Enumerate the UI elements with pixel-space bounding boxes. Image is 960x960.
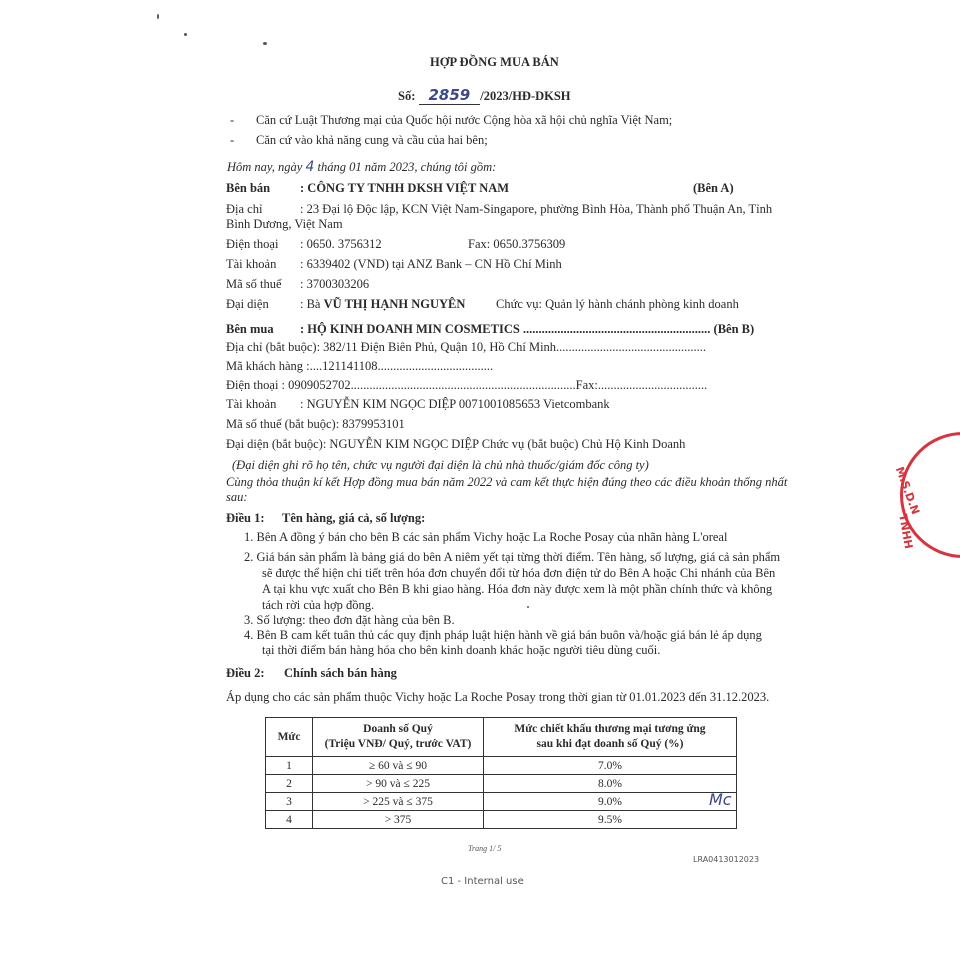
cell-level: 1 xyxy=(266,757,313,775)
seller-address-cont: Bình Dương, Việt Nam xyxy=(226,217,343,231)
table-row xyxy=(266,793,737,811)
cell-level: 2 xyxy=(266,775,313,793)
stamp-text: M.S.D.N xyxy=(892,465,923,517)
col-level-header: Mức xyxy=(266,718,313,757)
article1-title: Tên hàng, giá cả, số lượng: xyxy=(282,511,426,525)
seller-party-tag: (Bên A) xyxy=(693,181,734,195)
article2-label: Điều 2: xyxy=(226,666,265,680)
seller-account: : 6339402 (VND) tại ANZ Bank – CN Hồ Chí Minh xyxy=(300,257,562,271)
article1-item-cont: tách rời của hợp đồng. xyxy=(262,598,375,612)
preamble-line: Căn cứ Luật Thương mại của Quốc hội nước Cộng hòa xã hội chủ nghĩa Việt Nam; xyxy=(256,113,673,127)
page-number: Trang 1/ 5 xyxy=(468,844,502,853)
contract-number xyxy=(398,86,571,105)
scan-speck xyxy=(527,606,529,608)
cell-level: 4 xyxy=(266,811,313,829)
cell-sales: > 90 và ≤ 225 xyxy=(313,775,484,793)
article2-scope: Áp dụng cho các sản phẩm thuộc Vichy hoặc La Roche Posay trong thời gian từ 01.01.2023 đến 31.12.2023. xyxy=(226,690,770,704)
seller-account-label: Tài khoản xyxy=(226,257,277,271)
article1-item: 1. Bên A đồng ý bán cho bên B các sản phẩm Vichy hoặc La Roche Posay của nhãn hàng L'oreal xyxy=(244,530,728,544)
cell-sales: > 375 xyxy=(313,811,484,829)
classification-label: C1 - Internal use xyxy=(441,876,524,887)
contract-number-label: Số: xyxy=(398,89,416,103)
buyer-account-label: Tài khoản xyxy=(226,397,277,411)
col-sales-header-line: Doanh số Quý xyxy=(363,723,433,735)
cell-rate: 9.5% xyxy=(484,811,737,829)
seller-name: : CÔNG TY TNHH DKSH VIỆT NAM xyxy=(300,181,510,195)
col-sales-header xyxy=(313,718,484,757)
buyer-name: : HỘ KINH DOANH MIN COSMETICS ............................................................ (Bên B) xyxy=(300,322,755,336)
col-discount-header-line: Mức chiết khấu thương mại tương ứng xyxy=(514,723,706,735)
article1-item-cont: tại thời điểm bán hàng hóa cho bên kinh doanh khác hoặc người tiêu dùng cuối. xyxy=(262,643,661,657)
contract-date xyxy=(227,159,496,175)
buyer-phone: Điện thoại : 0909052702........................................................................Fax:................................... xyxy=(226,378,708,392)
article1-label: Điều 1: xyxy=(226,511,265,525)
agreement-text: Cùng thỏa thuận kí kết Hợp đồng mua bán năm 2022 và cam kết thực hiện đúng theo các điều khoản thống nhất xyxy=(226,475,788,489)
buyer-tax: Mã số thuế (bắt buộc): 8379953101 xyxy=(226,417,405,431)
seller-fax: Fax: 0650.3756309 xyxy=(468,237,566,251)
table-row xyxy=(266,811,737,829)
cell-sales: ≥ 60 và ≤ 90 xyxy=(313,757,484,775)
seller-label: Bên bán xyxy=(226,181,271,195)
preamble-bullet: - xyxy=(230,113,235,127)
seller-phone-label: Điện thoại xyxy=(226,237,279,251)
article2-title: Chính sách bán hàng xyxy=(284,666,397,680)
contract-number-handwritten: 2859 xyxy=(419,86,481,105)
cell-sales: > 225 và ≤ 375 xyxy=(313,793,484,811)
seller-address: : 23 Đại lộ Độc lập, KCN Việt Nam-Singapore, phường Bình Hòa, Thành phố Thuận An, Tỉnh xyxy=(300,202,773,216)
handwritten-initials: Mc xyxy=(709,790,732,809)
col-sales-header-line: (Triệu VNĐ/ Quý, trước VAT) xyxy=(324,738,472,750)
company-stamp xyxy=(892,432,960,558)
seller-position: Chức vụ: Quản lý hành chánh phòng kinh doanh xyxy=(496,297,739,311)
agreement-text-cont: sau: xyxy=(226,490,248,504)
seller-tax: : 3700303206 xyxy=(300,277,370,291)
col-discount-header-line: sau khi đạt doanh số Quý (%) xyxy=(536,738,684,750)
seller-address-label: Địa chỉ xyxy=(226,202,263,216)
seller-rep-name: VŨ THỊ HẠNH NGUYÊN xyxy=(323,297,466,311)
buyer-rep: Đại diện (bắt buộc): NGUYỄN KIM NGỌC DIỆP Chức vụ (bắt buộc) Chủ Hộ Kinh Doanh xyxy=(226,437,686,451)
table-header-row xyxy=(266,718,737,757)
table-row xyxy=(266,757,737,775)
seller-rep xyxy=(300,297,465,312)
preamble-line: Căn cứ vào khả năng cung và cầu của hai bên; xyxy=(256,133,488,147)
article1-item-cont: A tại khu vực xuất cho Bên B khi giao hàng. Hóa đơn này được xem là một phần chính thức và không xyxy=(262,582,773,596)
discount-table xyxy=(265,717,737,829)
stamp-text: TNHH xyxy=(896,513,916,550)
buyer-label: Bên mua xyxy=(226,322,274,336)
seller-tax-label: Mã số thuế xyxy=(226,277,282,291)
preamble-bullet: - xyxy=(230,133,235,147)
date-prefix: Hôm nay, ngày xyxy=(227,160,303,174)
article1-item: 3. Số lượng: theo đơn đặt hàng của bên B. xyxy=(244,613,455,627)
cell-level: 3 xyxy=(266,793,313,811)
seller-rep-label: Đại diện xyxy=(226,297,269,311)
buyer-account: : NGUYỄN KIM NGỌC DIỆP 0071001085653 Vietcombank xyxy=(300,397,610,411)
seller-phone: : 0650. 3756312 xyxy=(300,237,382,251)
col-discount-header xyxy=(484,718,737,757)
date-rest: tháng 01 năm 2023, chúng tôi gồm: xyxy=(317,160,497,174)
article1-item-cont: sẽ được thể hiện chi tiết trên hóa đơn chuyển đổi từ hóa đơn điện tử do Bên A hoặc Chi nhánh của Bên xyxy=(262,566,776,580)
scan-speck xyxy=(263,42,267,45)
cell-rate: 8.0% xyxy=(484,775,737,793)
buyer-customer-code: Mã khách hàng :....121141108..................................... xyxy=(226,359,494,373)
buyer-rep-note: (Đại diện ghi rõ họ tên, chức vụ người đại diện là chủ nhà thuốc/giám đốc công ty) xyxy=(232,458,649,472)
seller-rep-prefix: : Bà xyxy=(300,297,321,311)
buyer-address: Địa chỉ (bắt buộc): 382/11 Điện Biên Phủ, Quận 10, Hồ Chí Minh................................................ xyxy=(226,340,707,354)
scan-speck xyxy=(184,33,187,36)
scan-speck xyxy=(157,14,159,19)
contract-title: HỢP ĐỒNG MUA BÁN xyxy=(430,55,559,69)
cell-rate: 9.0% xyxy=(484,793,737,811)
date-day-handwritten: 4 xyxy=(305,159,315,175)
cell-rate: 7.0% xyxy=(484,757,737,775)
article1-item: 4. Bên B cam kết tuân thủ các quy định pháp luật hiện hành về giá bán buôn và/hoặc giá bán lẻ áp dụng xyxy=(244,628,762,642)
document-code: LRA0413012023 xyxy=(693,855,760,864)
contract-number-suffix: /2023/HĐ-DKSH xyxy=(480,89,571,103)
article1-item: 2. Giá bán sản phẩm là bảng giá do bên A niêm yết tại từng thời điểm. Tên hàng, số lượng, giá cả sản phẩm xyxy=(244,550,781,564)
table-row xyxy=(266,775,737,793)
